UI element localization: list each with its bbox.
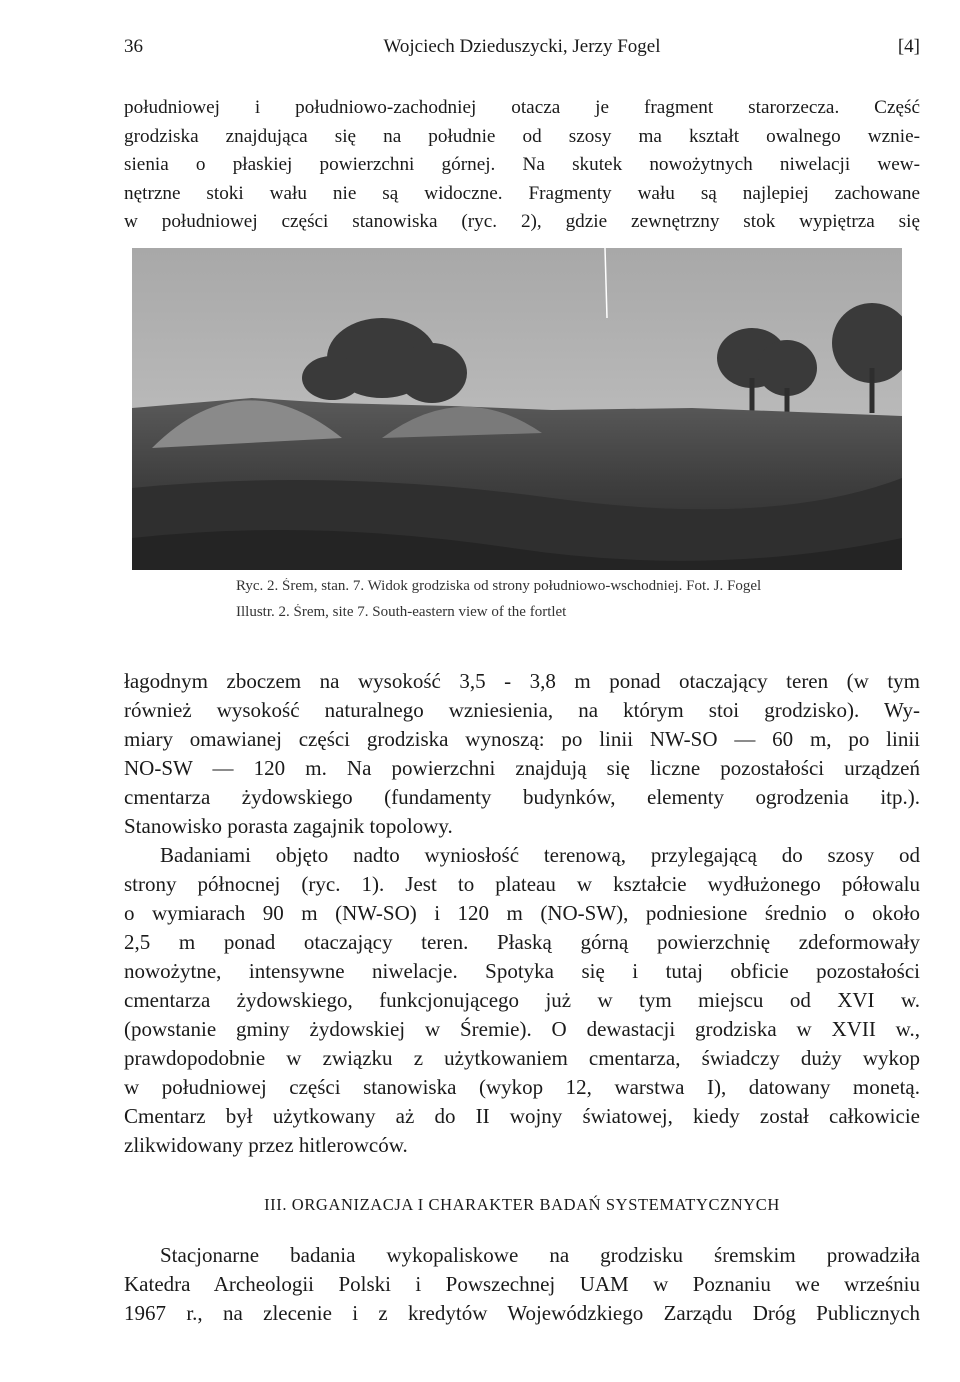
photo-illustration	[132, 248, 902, 570]
text-line: miary omawianej części grodziska wynoszą: po linii NW-SO — 60 m, po linii	[124, 727, 920, 751]
text-line: o wymiarach 90 m (NW-SO) i 120 m (NO-SW), podniesione średnio o około	[124, 901, 920, 925]
text-line: prawdopodobnie w związku z użytkowaniem cmentarza, świadczy duży wykop	[124, 1046, 920, 1070]
text-line: w południowej części stanowiska (wykop 12, warstwa I), datowany monetą.	[124, 1075, 920, 1099]
text-line: zlikwidowany przez hitlerowców.	[124, 1133, 408, 1157]
text-line: Cmentarz był użytkowany aż do II wojny światowej, kiedy został całkowicie	[124, 1104, 920, 1128]
page-number: 36	[124, 36, 143, 57]
text-line: Stanowisko porasta zagajnik topolowy.	[124, 814, 453, 838]
paragraph-1	[124, 94, 920, 237]
section-marker: [4]	[897, 36, 920, 57]
text-line: Stacjonarne badania wykopaliskowe na grodzisku śremskim prowadziła	[160, 1243, 920, 1267]
caption-english: Illustr. 2. Śrem, site 7. South-eastern view of the fortlet	[236, 604, 567, 620]
text-line: grodziska znajdująca się na południe od szosy ma kształt owalnego wznie-	[124, 125, 920, 147]
text-line: nowożytne, intensywne niwelacje. Spotyka się i tutaj obficie pozostałości	[124, 959, 920, 983]
running-header	[124, 36, 920, 66]
text-line: Badaniami objęto nadto wyniosłość terenową, przylegającą do szosy od	[160, 843, 920, 867]
paragraph-3	[124, 841, 920, 1160]
landscape-photo	[132, 248, 902, 570]
text-line: sienia o płaskiej powierzchni górnej. Na skutek nowożytnych niwelacji wew-	[124, 154, 920, 176]
text-line: Katedra Archeologii Polski i Powszechnej UAM w Poznaniu we wrześniu	[124, 1272, 920, 1296]
section-heading: III. ORGANIZACJA I CHARAKTER BADAŃ SYSTEMATYCZNYCH	[264, 1195, 780, 1214]
text-line: południowej i południowo-zachodniej otacza je fragment starorzecza. Część	[124, 97, 920, 118]
caption-polish: Ryc. 2. Śrem, stan. 7. Widok grodziska od strony południowo-wschodniej. Fot. J. Fogel	[236, 578, 762, 594]
text-line: strony północnej (ryc. 1). Jest to plateau w kształcie wydłużonego półowalu	[124, 872, 920, 896]
text-line: również wysokość naturalnego wzniesienia, na którym stoi grodzisko). Wy-	[124, 698, 920, 722]
running-header-authors: Wojciech Dzieduszycki, Jerzy Fogel	[383, 36, 661, 57]
text-line: cmentarza żydowskiego, funkcjonującego już w tym miejscu od XVI w.	[124, 988, 920, 1012]
text-line: cmentarza żydowskiego (fundamenty budynków, elementy ogrodzenia itp.).	[124, 785, 920, 809]
paragraph-4	[124, 1241, 920, 1328]
text-line: łagodnym zboczem na wysokość 3,5 - 3,8 m ponad otaczający teren (w tym	[124, 669, 920, 693]
paragraph-2	[124, 667, 920, 841]
text-line: nętrzne stoki wału nie są widoczne. Fragmenty wału są najlepiej zachowane	[124, 182, 920, 204]
text-line: 2,5 m ponad otaczający teren. Płaską górną powierzchnię zdeformowały	[124, 930, 920, 954]
text-line: w południowej części stanowiska (ryc. 2), gdzie zewnętrzny stok wypiętrza się	[124, 211, 920, 233]
text-line: (powstanie gminy żydowskiej w Śremie). O dewastacji grodziska w XVII w.,	[124, 1017, 920, 1041]
text-line: 1967 r., na zlecenie i z kredytów Wojewódzkiego Zarządu Dróg Publicznych	[124, 1301, 920, 1325]
text-line: NO-SW — 120 m. Na powierzchni znajdują się liczne pozostałości urządzeń	[124, 756, 920, 780]
figure-caption	[236, 578, 906, 621]
